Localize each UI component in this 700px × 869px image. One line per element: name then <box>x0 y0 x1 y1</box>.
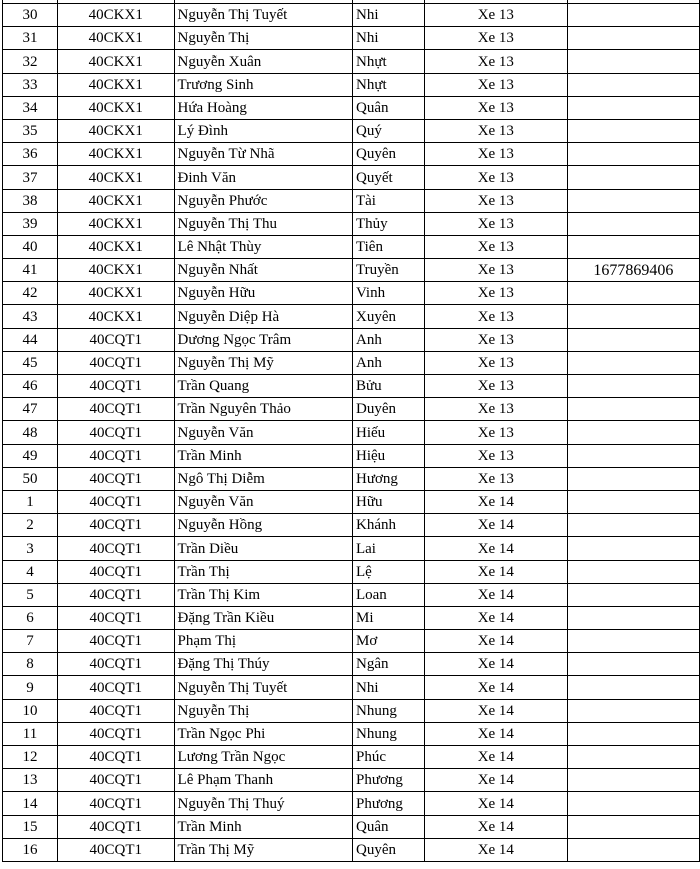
bus-assignment-cell: Xe 13 <box>424 73 567 96</box>
surname-cell: Trần Quang <box>174 375 352 398</box>
table-row <box>3 653 700 676</box>
given-name-cell: Nhung <box>352 722 424 745</box>
phone-cell <box>567 96 699 119</box>
phone-cell <box>567 606 699 629</box>
bus-assignment-cell: Xe 14 <box>424 606 567 629</box>
table-row <box>3 676 700 699</box>
surname-cell: Nguyễn Thị <box>174 27 352 50</box>
given-name-cell: Truyền <box>352 259 424 282</box>
table-body <box>3 0 700 861</box>
given-name-cell: Mi <box>352 606 424 629</box>
class-code-cell: 40CQT1 <box>57 606 174 629</box>
class-code-cell: 40CKX1 <box>57 4 174 27</box>
surname-cell: Đặng Trần Kiều <box>174 606 352 629</box>
phone-cell <box>567 444 699 467</box>
given-name-cell: Phương <box>352 792 424 815</box>
given-name-cell: Tài <box>352 189 424 212</box>
surname-cell: Nguyễn Thị Thuý <box>174 792 352 815</box>
given-name-cell: Anh <box>352 351 424 374</box>
row-number-cell: 13 <box>3 769 58 792</box>
class-code-cell: 40CQT1 <box>57 815 174 838</box>
phone-cell <box>567 189 699 212</box>
row-number-cell: 43 <box>3 305 58 328</box>
surname-cell: Phạm Thị <box>174 630 352 653</box>
given-name-cell: Thủy <box>352 212 424 235</box>
row-number-cell: 32 <box>3 50 58 73</box>
row-number-cell: 33 <box>3 73 58 96</box>
class-code-cell: 40CKX1 <box>57 27 174 50</box>
class-code-cell: 40CQT1 <box>57 653 174 676</box>
surname-cell: Trần Minh <box>174 815 352 838</box>
phone-cell <box>567 699 699 722</box>
given-name-cell: Quân <box>352 815 424 838</box>
student-bus-table <box>2 0 700 862</box>
surname-cell: Nguyễn Diệp Hà <box>174 305 352 328</box>
class-code-cell: 40CQT1 <box>57 421 174 444</box>
table-row <box>3 143 700 166</box>
row-number-cell: 11 <box>3 722 58 745</box>
table-row <box>3 282 700 305</box>
row-number-cell: 48 <box>3 421 58 444</box>
class-code-cell: 40CKX1 <box>57 189 174 212</box>
class-code-cell: 40CKX1 <box>57 119 174 142</box>
bus-assignment-cell: Xe 13 <box>424 375 567 398</box>
given-name-cell: Hương <box>352 467 424 490</box>
surname-cell: Nguyễn Thị Tuyết <box>174 676 352 699</box>
given-name-cell: Quý <box>352 119 424 142</box>
class-code-cell: 40CQT1 <box>57 398 174 421</box>
table-row <box>3 235 700 258</box>
surname-cell: Trần Nguyên Thảo <box>174 398 352 421</box>
surname-cell: Nguyễn Từ Nhã <box>174 143 352 166</box>
surname-cell: Nguyễn Nhất <box>174 259 352 282</box>
given-name-cell: Lai <box>352 537 424 560</box>
phone-cell <box>567 351 699 374</box>
row-number-cell: 45 <box>3 351 58 374</box>
table-row <box>3 73 700 96</box>
row-number-cell: 36 <box>3 143 58 166</box>
row-number-cell: 12 <box>3 746 58 769</box>
phone-cell <box>567 305 699 328</box>
table-row <box>3 560 700 583</box>
bus-assignment-cell: Xe 13 <box>424 143 567 166</box>
bus-assignment-cell: Xe 13 <box>424 398 567 421</box>
table-row <box>3 699 700 722</box>
bus-assignment-cell: Xe 13 <box>424 189 567 212</box>
row-number-cell: 50 <box>3 467 58 490</box>
given-name-cell: Phúc <box>352 746 424 769</box>
surname-cell: Trần Minh <box>174 444 352 467</box>
bus-assignment-cell: Xe 14 <box>424 537 567 560</box>
phone-cell <box>567 143 699 166</box>
table-row <box>3 606 700 629</box>
phone-cell <box>567 560 699 583</box>
bus-assignment-cell: Xe 14 <box>424 514 567 537</box>
phone-cell <box>567 119 699 142</box>
table-row <box>3 328 700 351</box>
class-code-cell: 40CQT1 <box>57 467 174 490</box>
given-name-cell: Quyên <box>352 143 424 166</box>
phone-cell <box>567 282 699 305</box>
bus-assignment-cell: Xe 14 <box>424 630 567 653</box>
table-row <box>3 259 700 282</box>
surname-cell: Lê Nhật Thùy <box>174 235 352 258</box>
given-name-cell: Lệ <box>352 560 424 583</box>
table-row <box>3 4 700 27</box>
bus-assignment-cell: Xe 13 <box>424 4 567 27</box>
given-name-cell: Hiệu <box>352 444 424 467</box>
given-name-cell: Anh <box>352 328 424 351</box>
phone-cell <box>567 746 699 769</box>
bus-assignment-cell: Xe 13 <box>424 50 567 73</box>
class-code-cell: 40CQT1 <box>57 746 174 769</box>
class-code-cell: 40CKX1 <box>57 235 174 258</box>
surname-cell: Trần Thị <box>174 560 352 583</box>
table-row <box>3 815 700 838</box>
row-number-cell: 4 <box>3 560 58 583</box>
given-name-cell: Nhi <box>352 27 424 50</box>
given-name-cell: Nhựt <box>352 73 424 96</box>
class-code-cell: 40CKX1 <box>57 282 174 305</box>
row-number-cell: 9 <box>3 676 58 699</box>
class-code-cell: 40CQT1 <box>57 769 174 792</box>
class-code-cell: 40CQT1 <box>57 537 174 560</box>
table-row <box>3 305 700 328</box>
class-code-cell: 40CQT1 <box>57 490 174 513</box>
phone-cell: 1677869406 <box>567 259 699 282</box>
row-number-cell: 49 <box>3 444 58 467</box>
phone-cell <box>567 630 699 653</box>
table-row <box>3 838 700 861</box>
surname-cell: Trần Thị Mỹ <box>174 838 352 861</box>
surname-cell: Nguyễn Thị Thu <box>174 212 352 235</box>
table-row <box>3 722 700 745</box>
given-name-cell: Quyên <box>352 838 424 861</box>
table-row <box>3 792 700 815</box>
surname-cell: Lương Trần Ngọc <box>174 746 352 769</box>
row-number-cell: 35 <box>3 119 58 142</box>
bus-assignment-cell: Xe 14 <box>424 490 567 513</box>
given-name-cell: Ngân <box>352 653 424 676</box>
surname-cell: Lê Phạm Thanh <box>174 769 352 792</box>
class-code-cell: 40CKX1 <box>57 73 174 96</box>
surname-cell: Lý Đình <box>174 119 352 142</box>
bus-assignment-cell: Xe 13 <box>424 351 567 374</box>
bus-assignment-cell: Xe 14 <box>424 583 567 606</box>
table-row <box>3 189 700 212</box>
row-number-cell: 1 <box>3 490 58 513</box>
given-name-cell: Quân <box>352 96 424 119</box>
given-name-cell: Loan <box>352 583 424 606</box>
bus-assignment-cell: Xe 13 <box>424 305 567 328</box>
row-number-cell: 10 <box>3 699 58 722</box>
bus-assignment-cell: Xe 13 <box>424 96 567 119</box>
row-number-cell: 14 <box>3 792 58 815</box>
class-code-cell: 40CQT1 <box>57 630 174 653</box>
table-row <box>3 490 700 513</box>
bus-assignment-cell: Xe 13 <box>424 328 567 351</box>
phone-cell <box>567 653 699 676</box>
bus-assignment-cell: Xe 14 <box>424 769 567 792</box>
class-code-cell: 40CQT1 <box>57 375 174 398</box>
given-name-cell: Vinh <box>352 282 424 305</box>
class-code-cell: 40CQT1 <box>57 676 174 699</box>
class-code-cell: 40CQT1 <box>57 560 174 583</box>
surname-cell: Nguyễn Thị <box>174 699 352 722</box>
table-row <box>3 769 700 792</box>
phone-cell <box>567 328 699 351</box>
bus-assignment-cell: Xe 14 <box>424 815 567 838</box>
bus-assignment-cell: Xe 13 <box>424 27 567 50</box>
bus-assignment-cell: Xe 13 <box>424 444 567 467</box>
bus-assignment-cell: Xe 14 <box>424 746 567 769</box>
phone-cell <box>567 514 699 537</box>
surname-cell: Nguyễn Văn <box>174 421 352 444</box>
row-number-cell: 44 <box>3 328 58 351</box>
surname-cell: Nguyễn Thị Mỹ <box>174 351 352 374</box>
phone-cell <box>567 490 699 513</box>
surname-cell: Trương Sinh <box>174 73 352 96</box>
row-number-cell: 30 <box>3 4 58 27</box>
phone-cell <box>567 537 699 560</box>
row-number-cell: 41 <box>3 259 58 282</box>
table-row <box>3 630 700 653</box>
class-code-cell: 40CKX1 <box>57 259 174 282</box>
phone-cell <box>567 467 699 490</box>
bus-assignment-cell: Xe 14 <box>424 792 567 815</box>
table-row <box>3 351 700 374</box>
class-code-cell: 40CQT1 <box>57 583 174 606</box>
row-number-cell: 37 <box>3 166 58 189</box>
phone-cell <box>567 73 699 96</box>
class-code-cell: 40CKX1 <box>57 50 174 73</box>
phone-cell <box>567 583 699 606</box>
given-name-cell: Phương <box>352 769 424 792</box>
bus-assignment-cell: Xe 14 <box>424 838 567 861</box>
class-code-cell: 40CQT1 <box>57 699 174 722</box>
surname-cell: Trần Ngọc Phi <box>174 722 352 745</box>
row-number-cell: 5 <box>3 583 58 606</box>
class-code-cell: 40CKX1 <box>57 305 174 328</box>
table-row <box>3 119 700 142</box>
phone-cell <box>567 792 699 815</box>
row-number-cell: 47 <box>3 398 58 421</box>
given-name-cell: Bửu <box>352 375 424 398</box>
bus-assignment-cell: Xe 13 <box>424 119 567 142</box>
given-name-cell: Mơ <box>352 630 424 653</box>
table-row <box>3 583 700 606</box>
phone-cell <box>567 815 699 838</box>
class-code-cell: 40CQT1 <box>57 351 174 374</box>
bus-assignment-cell: Xe 13 <box>424 235 567 258</box>
bus-assignment-cell: Xe 14 <box>424 653 567 676</box>
table-row <box>3 421 700 444</box>
table-row <box>3 212 700 235</box>
phone-cell <box>567 166 699 189</box>
table-row <box>3 398 700 421</box>
phone-cell <box>567 421 699 444</box>
surname-cell: Nguyễn Hữu <box>174 282 352 305</box>
bus-assignment-cell: Xe 13 <box>424 166 567 189</box>
row-number-cell: 3 <box>3 537 58 560</box>
bus-assignment-cell: Xe 13 <box>424 259 567 282</box>
given-name-cell: Xuyên <box>352 305 424 328</box>
surname-cell: Dương Ngọc Trâm <box>174 328 352 351</box>
bus-assignment-cell: Xe 13 <box>424 421 567 444</box>
given-name-cell: Duyên <box>352 398 424 421</box>
class-code-cell: 40CKX1 <box>57 96 174 119</box>
row-number-cell: 7 <box>3 630 58 653</box>
surname-cell: Nguyễn Thị Tuyết <box>174 4 352 27</box>
given-name-cell: Nhung <box>352 699 424 722</box>
row-number-cell: 38 <box>3 189 58 212</box>
bus-assignment-cell: Xe 14 <box>424 699 567 722</box>
surname-cell: Trần Thị Kim <box>174 583 352 606</box>
row-number-cell: 2 <box>3 514 58 537</box>
class-code-cell: 40CQT1 <box>57 838 174 861</box>
table-row <box>3 537 700 560</box>
surname-cell: Nguyễn Phước <box>174 189 352 212</box>
table-row <box>3 50 700 73</box>
table-row <box>3 27 700 50</box>
row-number-cell: 34 <box>3 96 58 119</box>
phone-cell <box>567 4 699 27</box>
row-number-cell: 46 <box>3 375 58 398</box>
table-row <box>3 96 700 119</box>
phone-cell <box>567 838 699 861</box>
row-number-cell: 39 <box>3 212 58 235</box>
row-number-cell: 42 <box>3 282 58 305</box>
row-number-cell: 6 <box>3 606 58 629</box>
bus-assignment-cell: Xe 14 <box>424 722 567 745</box>
given-name-cell: Quyết <box>352 166 424 189</box>
phone-cell <box>567 722 699 745</box>
class-code-cell: 40CQT1 <box>57 514 174 537</box>
table-row <box>3 375 700 398</box>
phone-cell <box>567 375 699 398</box>
given-name-cell: Tiên <box>352 235 424 258</box>
table-row <box>3 444 700 467</box>
row-number-cell: 40 <box>3 235 58 258</box>
class-code-cell: 40CQT1 <box>57 722 174 745</box>
surname-cell: Ngô Thị Diễm <box>174 467 352 490</box>
row-number-cell: 8 <box>3 653 58 676</box>
class-code-cell: 40CKX1 <box>57 212 174 235</box>
table-row <box>3 746 700 769</box>
surname-cell: Trần Diều <box>174 537 352 560</box>
phone-cell <box>567 769 699 792</box>
given-name-cell: Nhi <box>352 4 424 27</box>
given-name-cell: Hữu <box>352 490 424 513</box>
given-name-cell: Khánh <box>352 514 424 537</box>
surname-cell: Nguyễn Xuân <box>174 50 352 73</box>
phone-cell <box>567 212 699 235</box>
surname-cell: Hứa Hoàng <box>174 96 352 119</box>
table-row <box>3 166 700 189</box>
given-name-cell: Nhi <box>352 676 424 699</box>
given-name-cell: Nhựt <box>352 50 424 73</box>
phone-cell <box>567 235 699 258</box>
bus-assignment-cell: Xe 14 <box>424 560 567 583</box>
class-code-cell: 40CKX1 <box>57 143 174 166</box>
bus-assignment-cell: Xe 13 <box>424 282 567 305</box>
phone-cell <box>567 676 699 699</box>
table-row <box>3 514 700 537</box>
bus-assignment-cell: Xe 14 <box>424 676 567 699</box>
class-code-cell: 40CQT1 <box>57 328 174 351</box>
phone-cell <box>567 398 699 421</box>
phone-cell <box>567 27 699 50</box>
bus-assignment-cell: Xe 13 <box>424 212 567 235</box>
row-number-cell: 31 <box>3 27 58 50</box>
class-code-cell: 40CKX1 <box>57 166 174 189</box>
class-code-cell: 40CQT1 <box>57 792 174 815</box>
surname-cell: Đặng Thị Thúy <box>174 653 352 676</box>
phone-cell <box>567 50 699 73</box>
surname-cell: Nguyễn Hồng <box>174 514 352 537</box>
given-name-cell: Hiếu <box>352 421 424 444</box>
table-row <box>3 467 700 490</box>
surname-cell: Nguyễn Văn <box>174 490 352 513</box>
bus-assignment-cell: Xe 13 <box>424 467 567 490</box>
row-number-cell: 15 <box>3 815 58 838</box>
class-code-cell: 40CQT1 <box>57 444 174 467</box>
row-number-cell: 16 <box>3 838 58 861</box>
surname-cell: Đinh Văn <box>174 166 352 189</box>
